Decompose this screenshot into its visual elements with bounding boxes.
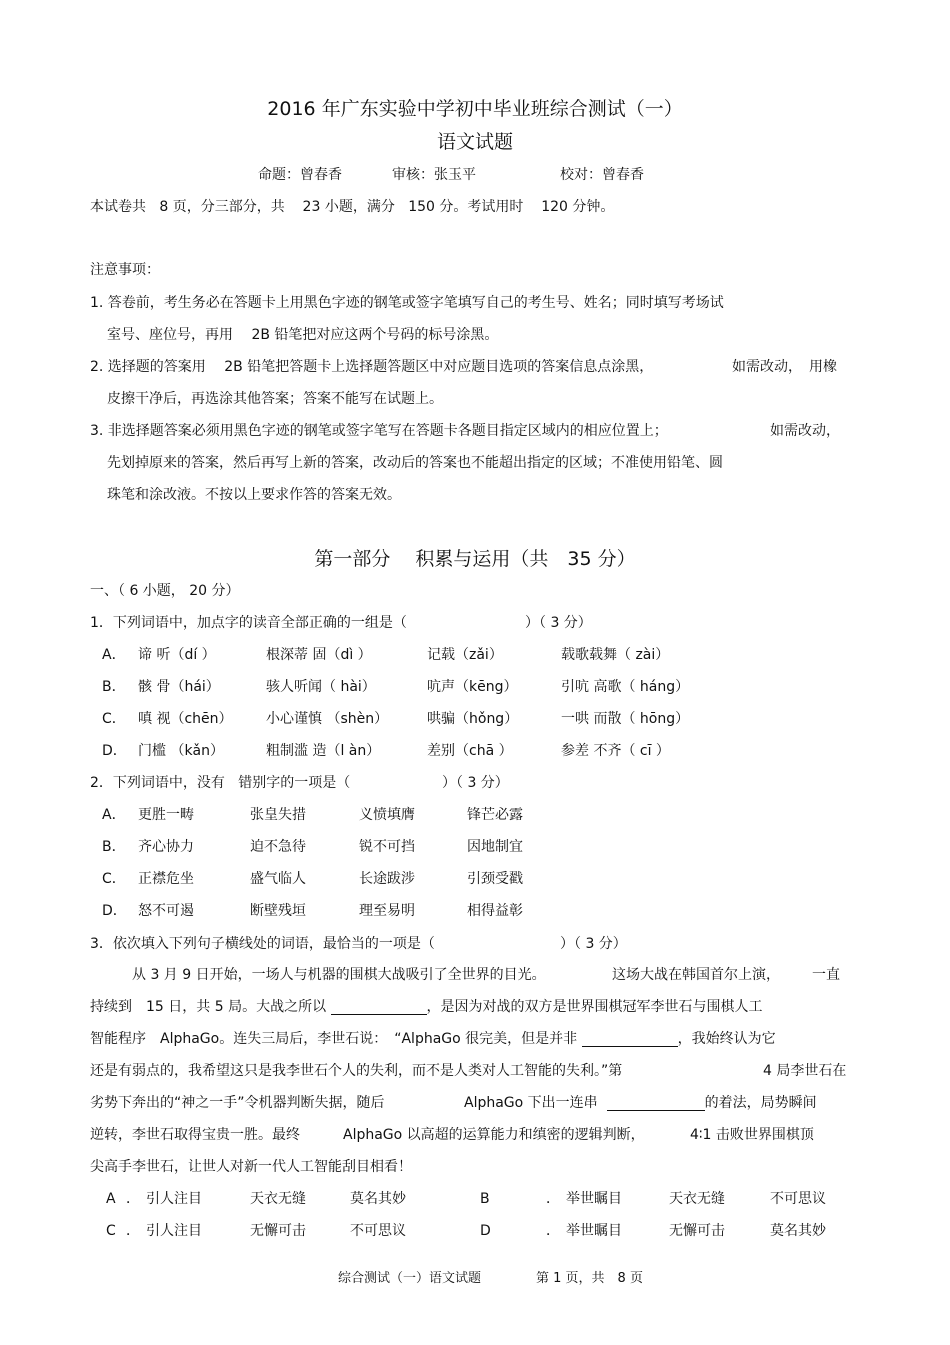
- option-word: 粗制滥 造（l àn）: [266, 743, 381, 759]
- option-word: 哄骗（hǒng）: [427, 711, 519, 727]
- option-sep: ．: [126, 1223, 140, 1239]
- option-word: 无懈可击: [250, 1223, 306, 1239]
- option-word: 吭声（kēng）: [427, 679, 518, 695]
- footer-title: 综合测试（一）语文试题: [338, 1271, 482, 1286]
- option-word: 断壁残垣: [250, 903, 306, 919]
- option-letter: A．: [102, 807, 126, 823]
- page-subtitle: 语文试题: [436, 131, 513, 153]
- option-letter: D．: [102, 743, 127, 759]
- note-3-line1-end: 如需改动，: [770, 423, 840, 439]
- option-letter: C．: [102, 871, 126, 887]
- option-word: 齐心协力: [138, 839, 194, 855]
- q2-score: ）（ 3 分）: [442, 775, 509, 791]
- section-title: 第一部分 积累与运用（共 35 分）: [314, 548, 636, 570]
- option-word: 长途跋涉: [359, 871, 415, 887]
- passage-line: 4∶1 击败世界围棋顶: [690, 1127, 814, 1143]
- option-word: 谛 听（dí ）: [138, 647, 216, 663]
- option-word: 骇人听闻（ hài）: [266, 679, 376, 695]
- option-word: 引人注目: [146, 1223, 202, 1239]
- option-word: 义愤填膺: [359, 807, 415, 823]
- credit-reviewer: 审核：张玉平: [392, 167, 476, 183]
- option-letter: B: [480, 1191, 490, 1207]
- group-heading: 一、（ 6 小题， 20 分）: [90, 583, 240, 599]
- option-word: 盛气临人: [250, 871, 306, 887]
- option-letter: B．: [102, 679, 126, 695]
- option-word: 举世瞩目: [566, 1191, 622, 1207]
- option-word: 锋芒必露: [467, 807, 523, 823]
- passage-line: 一直: [812, 967, 840, 983]
- option-word: 天衣无缝: [669, 1191, 725, 1207]
- option-word: 理至易明: [359, 903, 415, 919]
- passage-line: 劣势下奔出的“神之一手”令机器判断失据，随后: [90, 1095, 385, 1111]
- note-2-line1-end: 如需改动， 用橡: [732, 359, 837, 375]
- passage-line: AlphaGo 以高超的运算能力和缜密的逻辑判断，: [343, 1127, 645, 1143]
- option-word: 载歌载舞（ zài）: [561, 647, 670, 663]
- option-word: 无懈可击: [669, 1223, 725, 1239]
- option-word: 引吭 高歌（ háng）: [561, 679, 690, 695]
- note-3-line2: 先划掉原来的答案，然后再写上新的答案，改动后的答案也不能超出指定的区域；不准使用铅笔、圆: [107, 455, 723, 471]
- q1-stem: 1．下列词语中，加点字的读音全部正确的一组是（: [90, 615, 407, 631]
- option-word: 天衣无缝: [250, 1191, 306, 1207]
- credit-proofreader: 校对：曾春香: [560, 167, 644, 183]
- option-word: 相得益彰: [467, 903, 523, 919]
- notes-heading: 注意事项：: [90, 262, 160, 278]
- option-word: 参差 不齐（ cī ）: [561, 743, 670, 759]
- passage-line: 尖高手李世石，让世人对新一代人工智能刮目相看！: [90, 1159, 412, 1175]
- passage-line: 4 局李世石在: [763, 1063, 847, 1079]
- option-word: 莫名其妙: [350, 1191, 406, 1207]
- emphasis-dots: 没有: [196, 775, 225, 791]
- exam-info: 本试卷共 8 页，分三部分，共 23 小题，满分 150 分。考试用时 120 分钟。: [90, 199, 615, 215]
- option-word: 差别（chā ）: [427, 743, 513, 759]
- option-word: 记载（zǎi）: [427, 647, 503, 663]
- answer-blank: [331, 1000, 427, 1015]
- option-sep: ．: [126, 1191, 140, 1207]
- option-letter: B．: [102, 839, 126, 855]
- credit-author: 命题：曾春香: [258, 167, 342, 183]
- passage-line: 这场大战在韩国首尔上演，: [612, 967, 780, 983]
- q3-stem: 3．依次填入下列句子横线处的词语，最恰当的一项是（: [90, 936, 435, 952]
- option-letter: C: [106, 1223, 116, 1239]
- option-word: 张皇失措: [250, 807, 306, 823]
- option-word: 怒不可遏: [138, 903, 194, 919]
- option-word: 嗔 视（chēn）: [138, 711, 233, 727]
- option-word: 根深蒂 固（dì ）: [266, 647, 372, 663]
- note-3-line1: 3. 非选择题答案必须用黑色字迹的钢笔或签字笔写在答题卡各题目指定区域内的相应位置上；: [90, 423, 668, 439]
- option-word: 锐不可挡: [359, 839, 415, 855]
- answer-blank: [582, 1032, 678, 1047]
- passage-line: 持续到 15 日，共 5 局。大战之所以 ，是因为对战的双方是世界围棋冠军李世石与围棋人工: [90, 999, 763, 1015]
- passage-line: 从 3 月 9 日开始，一场人与机器的围棋大战吸引了全世界的目光。: [132, 967, 546, 983]
- note-2-line1: 2. 选择题的答案用 2B 铅笔把答题卡上选择题答题区中对应题目选项的答案信息点涂黑，: [90, 359, 654, 375]
- option-letter: C．: [102, 711, 126, 727]
- answer-blank: [607, 1096, 705, 1111]
- option-word: 举世瞩目: [566, 1223, 622, 1239]
- note-3-line3: 珠笔和涂改液。不按以上要求作答的答案无效。: [107, 487, 401, 503]
- page-title: 2016 年广东实验中学初中毕业班综合测试（一）: [267, 98, 683, 120]
- option-word: 不可思议: [350, 1223, 406, 1239]
- passage-line: 逆转，李世石取得宝贵一胜。最终: [90, 1127, 300, 1143]
- note-1-line1: 1. 答卷前，考生务必在答题卡上用黑色字迹的钢笔或签字笔填写自己的考生号、姓名；同时填写考场试: [90, 295, 724, 311]
- passage-line: 智能程序 AlphaGo。连失三局后，李世石说： “AlphaGo 很完美，但是并非 ，我始终认为它: [90, 1031, 776, 1047]
- note-2-line2: 皮擦干净后，再选涂其他答案；答案不能写在试题上。: [107, 391, 443, 407]
- option-word: 更胜一畴: [138, 807, 194, 823]
- passage-line: AlphaGo 下出一连串 的着法，局势瞬间: [464, 1095, 817, 1111]
- option-word: 莫名其妙: [770, 1223, 826, 1239]
- option-letter: A: [106, 1191, 116, 1207]
- option-word: 一哄 而散（ hōng）: [561, 711, 690, 727]
- option-letter: D．: [102, 903, 127, 919]
- option-word: 因地制宜: [467, 839, 523, 855]
- passage-line: 还是有弱点的，我希望这只是我李世石个人的失利，而不是人类对人工智能的失利。”第: [90, 1063, 623, 1079]
- q2-stem: 2．下列词语中，没有 错别字的一项是（: [90, 775, 351, 791]
- q3-score: ）（ 3 分）: [560, 936, 627, 952]
- option-word: 引人注目: [146, 1191, 202, 1207]
- option-letter: D: [480, 1223, 491, 1239]
- option-letter: A．: [102, 647, 126, 663]
- option-word: 骸 骨（hái）: [138, 679, 220, 695]
- note-1-line2: 室号、座位号，再用 2B 铅笔把对应这两个号码的标号涂黑。: [107, 327, 499, 343]
- option-word: 小心谨慎 （shèn）: [266, 711, 389, 727]
- option-sep: ．: [546, 1191, 560, 1207]
- option-word: 门槛 （kǎn）: [138, 743, 225, 759]
- option-word: 正襟危坐: [138, 871, 194, 887]
- option-word: 引颈受戳: [467, 871, 523, 887]
- q1-score: ）（ 3 分）: [525, 615, 592, 631]
- footer-page-number: 第 1 页，共 8 页: [536, 1271, 643, 1286]
- option-word: 不可思议: [770, 1191, 826, 1207]
- option-sep: ．: [546, 1223, 560, 1239]
- option-word: 迫不急待: [250, 839, 306, 855]
